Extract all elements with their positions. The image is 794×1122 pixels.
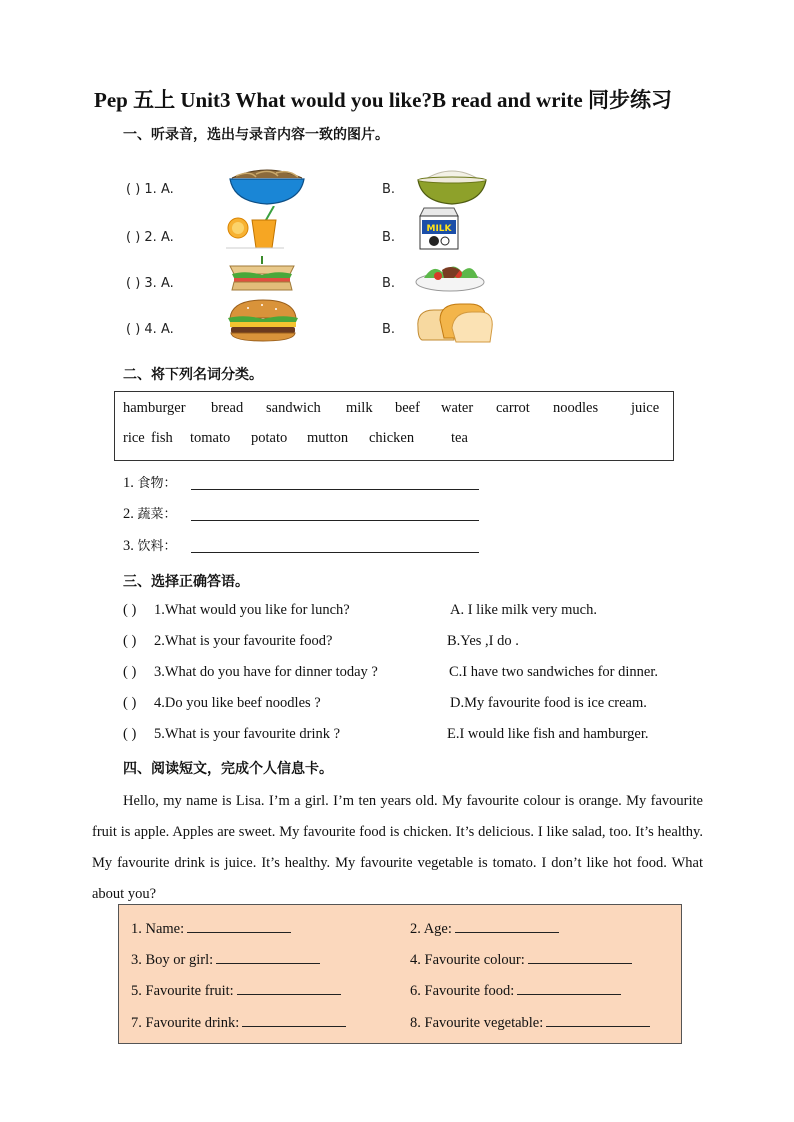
category-number: 2. [123, 506, 134, 522]
question-text: 2.What is your favourite food? [154, 633, 333, 649]
q2-label-a: ( ) 2. A. [126, 230, 174, 245]
card-field-fruit[interactable] [131, 980, 341, 1000]
word: juice [631, 400, 660, 416]
category-name: 食物： [137, 476, 177, 491]
orange-juice-icon [226, 206, 284, 250]
page-title: Pep 五上 Unit3 What would you like?B read and write 同步练习 [94, 88, 672, 112]
answer-paren[interactable]: ( ) [123, 695, 137, 711]
section-3-heading: 三、选择正确答语。 [123, 574, 249, 590]
field-label: 7. Favourite drink: [131, 1015, 240, 1031]
answer-paren[interactable]: ( ) [123, 633, 137, 649]
question-text: 1.What would you like for lunch? [154, 602, 350, 618]
question-text: 3.What do you have for dinner today ? [154, 664, 378, 680]
word: carrot [496, 400, 530, 416]
category-number: 3. [123, 538, 134, 554]
picture-row-3 [126, 256, 526, 300]
field-label: 3. Boy or girl: [131, 952, 214, 968]
matching-row-5 [123, 726, 703, 746]
category-name: 蔬菜： [137, 507, 177, 522]
word: chicken [369, 430, 415, 446]
salad-icon [414, 256, 486, 292]
matching-row-1 [123, 602, 703, 622]
word: milk [346, 400, 373, 416]
question-text: 4.Do you like beef noodles ? [154, 695, 321, 711]
section-4-heading: 四、阅读短文，完成个人信息卡。 [123, 761, 333, 777]
q4-label-a: ( ) 4. A. [126, 322, 174, 337]
category-name: 饮料： [137, 539, 177, 554]
word: hamburger [123, 400, 186, 416]
sandwich-icon [226, 256, 298, 292]
field-label: 6. Favourite food: [410, 983, 515, 999]
blank-line[interactable] [216, 949, 320, 964]
word: tea [451, 430, 468, 446]
answer-option: C.I have two sandwiches for dinner. [449, 664, 658, 680]
q3-label-b: B. [382, 276, 396, 291]
info-card [118, 904, 682, 1044]
matching-row-3 [123, 664, 703, 684]
reading-passage: Hello, my name is Lisa. I’m a girl. I’m ten years old. My favourite colour is orange. My favourite fruit is apple. Apples are sweet. My favourite food is chicken. It’s delicious. I like salad, too. It’s healthy. My favourite drink is juice. It’s healthy. My favourite vegetable is tomato. I don’t like hot food. What about you? [92, 793, 703, 902]
answer-option: A. I like milk very much. [450, 602, 597, 618]
picture-row-4 [126, 298, 526, 342]
category-vegetables [123, 503, 177, 523]
answer-option: B.Yes ,I do . [447, 633, 519, 649]
q2-label-b: B. [382, 230, 396, 245]
bread-icon [414, 298, 494, 344]
q1-label-a: ( ) 1. A. [126, 182, 174, 197]
picture-row-2 [126, 206, 526, 250]
word: mutton [307, 430, 349, 446]
matching-row-4 [123, 695, 703, 715]
word: bread [211, 400, 244, 416]
answer-paren[interactable]: ( ) [123, 664, 137, 680]
field-label: 4. Favourite colour: [410, 952, 525, 968]
card-field-food[interactable] [410, 980, 621, 1000]
answer-line[interactable] [191, 552, 479, 553]
word: sandwich [266, 400, 321, 416]
word: potato [251, 430, 288, 446]
category-number: 1. [123, 475, 134, 491]
q1-label-b: B. [382, 182, 396, 197]
category-food [123, 472, 177, 492]
noodles-bowl-icon [226, 168, 308, 206]
field-label: 5. Favourite fruit: [131, 983, 234, 999]
blank-line[interactable] [455, 918, 559, 933]
word: beef [395, 400, 420, 416]
blank-line[interactable] [528, 949, 632, 964]
word: tomato [190, 430, 231, 446]
card-field-gender[interactable] [131, 949, 320, 969]
blank-line[interactable] [237, 980, 341, 995]
answer-paren[interactable]: ( ) [123, 602, 137, 618]
q4-label-b: B. [382, 322, 396, 337]
section-2-heading: 二、将下列名词分类。 [123, 367, 263, 383]
field-label: 1. Name: [131, 921, 185, 937]
answer-line[interactable] [191, 520, 479, 521]
card-field-vegetable[interactable] [410, 1012, 650, 1032]
answer-paren[interactable]: ( ) [123, 726, 137, 742]
blank-line[interactable] [517, 980, 621, 995]
rice-bowl-icon [414, 168, 490, 206]
card-field-name[interactable] [131, 918, 291, 938]
field-label: 8. Favourite vegetable: [410, 1015, 544, 1031]
word: water [441, 400, 474, 416]
question-text: 5.What is your favourite drink ? [154, 726, 341, 742]
answer-option: E.I would like fish and hamburger. [447, 726, 649, 742]
word: noodles [553, 400, 599, 416]
card-field-drink[interactable] [131, 1012, 346, 1032]
matching-row-2 [123, 633, 703, 653]
card-field-colour[interactable] [410, 949, 632, 969]
q3-label-a: ( ) 3. A. [126, 276, 174, 291]
blank-line[interactable] [546, 1012, 650, 1027]
blank-line[interactable] [187, 918, 291, 933]
answer-line[interactable] [191, 489, 479, 490]
word: fish [151, 430, 173, 446]
card-field-age[interactable] [410, 918, 559, 938]
category-drinks [123, 535, 177, 555]
field-label: 2. Age: [410, 921, 452, 937]
word-bank [114, 391, 674, 461]
milk-carton-icon [414, 206, 464, 250]
answer-option: D.My favourite food is ice cream. [450, 695, 647, 711]
hamburger-icon [226, 298, 300, 342]
blank-line[interactable] [242, 1012, 346, 1027]
word: rice [123, 430, 145, 446]
milk-text: MILK [426, 224, 452, 234]
section-1-heading: 一、听录音，选出与录音内容一致的图片。 [123, 127, 389, 143]
